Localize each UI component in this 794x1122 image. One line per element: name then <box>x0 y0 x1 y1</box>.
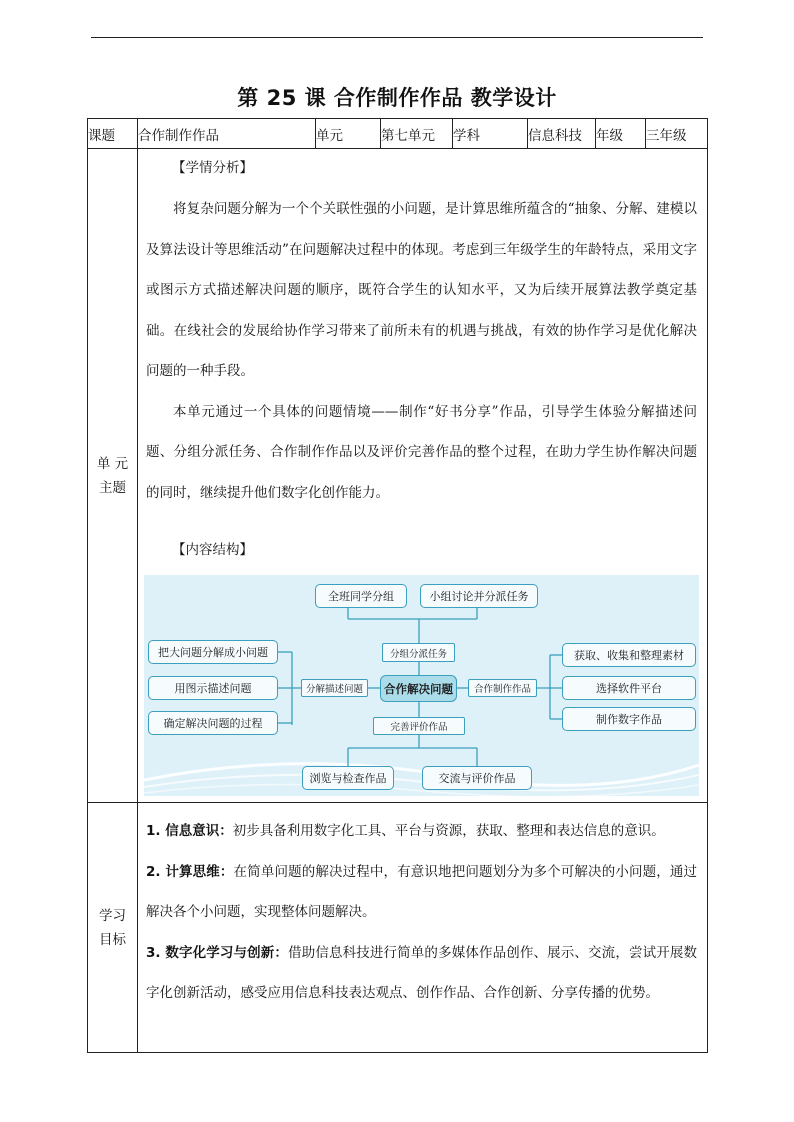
label-subject: 学科 <box>453 119 528 149</box>
diagram-node: 小组讨论并分派任务 <box>420 584 538 608</box>
goal-item: 3. 数字化学习与创新：借助信息科技进行简单的多媒体作品创作、展示、交流，尝试开展数字化创新活动，感受应用信息科技表达观点、创作作品、合作创新、分享传播的优势。 <box>146 944 697 1001</box>
diagram-node: 全班同学分组 <box>315 584 407 608</box>
subject-value: 信息科技 <box>528 119 596 149</box>
structure-heading: 【内容结构】 <box>172 542 253 558</box>
grade-value: 三年级 <box>646 119 708 149</box>
diagram-branch: 完善评价作品 <box>373 717 465 735</box>
unit-theme-row <box>88 149 708 803</box>
diagram-node: 获取、收集和整理素材 <box>562 643 696 667</box>
analysis-paragraph: 将复杂问题分解为一个个关联性强的小问题，是计算思维所蕴含的“抽象、分解、建模以及算法设计等思维活动”在问题解决过程中的体现。考虑到三年级学生的年龄特点，采用文字或图示方式描述解决问题的顺序，既符合学生的认知水平，又为后续开展算法教学奠定基础。在线社会的发展给协作学习带来了前所未有的机遇与挑战，有效的协作学习是优化解决问题的一种手段。 <box>146 201 697 379</box>
header-row <box>88 119 708 149</box>
goals-row <box>88 803 708 1053</box>
diagram-center-node: 合作解决问题 <box>380 675 457 702</box>
diagram-node: 浏览与检查作品 <box>302 766 394 790</box>
diagram-node: 确定解决问题的过程 <box>148 711 278 735</box>
diagram-branch: 分组分派任务 <box>382 643 455 662</box>
label-topic: 课题 <box>88 119 138 149</box>
header-rule <box>91 37 703 38</box>
analysis-heading: 【学情分析】 <box>172 160 253 176</box>
diagram-node: 选择软件平台 <box>562 676 696 700</box>
diagram-node: 把大问题分解成小问题 <box>148 640 278 664</box>
diagram-node: 用图示描述问题 <box>148 676 278 700</box>
label-unit: 单元 <box>316 119 381 149</box>
label-grade: 年级 <box>596 119 646 149</box>
diagram-node: 制作数字作品 <box>562 707 696 731</box>
goal-item: 1. 信息意识：初步具备利用数字化工具、平台与资源，获取、整理和表达信息的意识。 <box>146 823 665 839</box>
lesson-table <box>87 118 708 1053</box>
analysis-paragraph: 本单元通过一个具体的问题情境——制作“好书分享”作品，引导学生体验分解描述问题、分组分派任务、合作制作作品以及评价完善作品的整个过程，在助力学生协作解决问题的同时，继续提升他们数字化创作能力。 <box>146 403 697 501</box>
page-title: 第 25 课 合作制作作品 教学设计 <box>237 86 557 110</box>
unit-theme-label: 单 元 主题 <box>88 149 138 803</box>
goal-item: 2. 计算思维：在简单问题的解决过程中，有意识地把问题划分为多个可解决的小问题，通过解决各个小问题，实现整体问题解决。 <box>146 863 698 920</box>
content-structure-diagram <box>144 575 699 796</box>
unit-theme-content <box>138 149 708 803</box>
goals-content <box>138 803 708 1053</box>
diagram-node: 交流与评价作品 <box>422 766 532 790</box>
diagram-branch: 合作制作作品 <box>468 679 537 697</box>
diagram-branch: 分解描述问题 <box>301 679 368 697</box>
goals-label: 学习 目标 <box>88 803 138 1053</box>
topic-value: 合作制作作品 <box>138 119 316 149</box>
unit-value: 第七单元 <box>381 119 453 149</box>
